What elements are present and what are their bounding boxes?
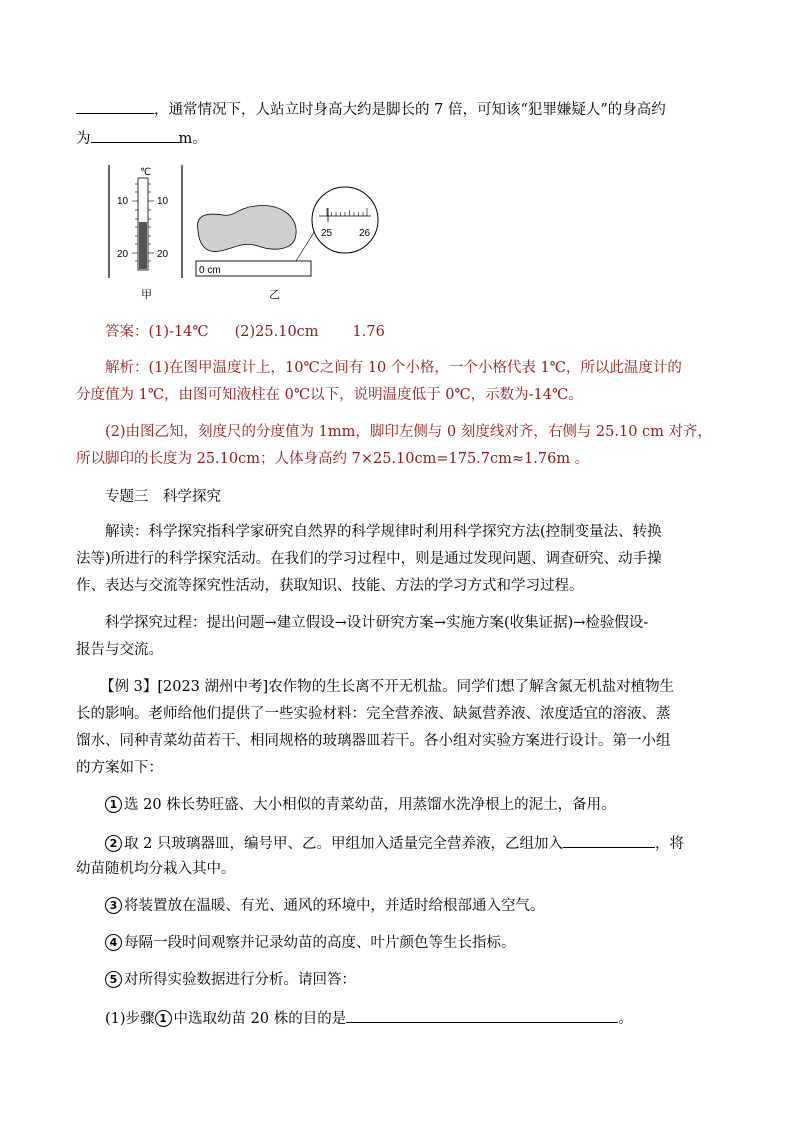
step-5-text: 对所得实验数据进行分析。请回答： (124, 972, 356, 988)
answer-blank[interactable] (563, 832, 655, 848)
answer-blank[interactable] (76, 98, 154, 114)
answer-part-1: (1)-14℃ (148, 324, 209, 340)
question-1 (105, 1007, 633, 1029)
step-1-number: 1 (105, 796, 122, 813)
zoom-circle (312, 187, 378, 253)
question-prefix: (1)步骤 (105, 1011, 155, 1027)
question-text: 中选取幼苗 20 株的目的是 (173, 1011, 347, 1027)
example-line-2: 长的影响。老师给他们提供了一些实验材料：完全营养液、缺氮营养液、浓度适宜的溶液、蒸 (76, 706, 671, 722)
intro-text: ，通常情况下，人站立时身高大约是脚长的 7 倍，可知该“犯罪嫌疑人”的身高约 (154, 102, 666, 118)
caption-jia: 甲 (141, 288, 152, 301)
thermo-tick-10-left: 10 (117, 196, 129, 207)
answer-label: 答案： (105, 324, 149, 340)
reading-line-3: 作、表达与交流等探究性活动，获取知识、技能、方法的学习方式和学习过程。 (76, 578, 584, 594)
step-4 (105, 933, 516, 953)
step-1-text: 选 20 株长势旺盛、大小相似的青菜幼苗，用蒸馏水洗净根上的泥土，备用。 (124, 797, 616, 813)
example-line-3: 馏水、同种青菜幼苗若干、相同规格的玻璃器皿若干。各小组对实验方案进行设计。第一小组 (76, 733, 671, 749)
thermo-tick-20-left: 20 (117, 249, 129, 260)
ruler-zero-label: 0 cm (199, 265, 221, 276)
analysis-line-1: 解析：(1)在图甲温度计上，10℃之间有 10 个小格，一个小格代表 1℃，所以此温度计的 (105, 360, 682, 376)
question-step-number: 1 (155, 1010, 172, 1027)
step-2-text: 取 2 只玻璃器皿，编号甲、乙。甲组加入适量完全营养液，乙组加入 (124, 836, 563, 852)
step-4-text: 每隔一段时间观察并记录幼苗的高度、叶片颜色等生长指标。 (124, 935, 516, 951)
topic-title: 专题三 科学探究 (105, 489, 221, 505)
zoom-label-26: 26 (359, 228, 371, 239)
step-3-text: 将装置放在温暖、有光、通风的环境中，并适时给根部通入空气。 (124, 898, 545, 914)
intro-suffix: m。 (178, 131, 207, 147)
process-line-1: 科学探究过程：提出问题→建立假设→设计研究方案→实施方案(收集证据)→检验假设- (105, 615, 649, 631)
caption-yi: 乙 (269, 288, 280, 301)
zoom-label-25: 25 (321, 228, 333, 239)
step-1 (105, 795, 616, 815)
question-end: 。 (618, 1011, 633, 1027)
step-3-number: 3 (105, 897, 122, 914)
step-2-end: ，将 (654, 836, 684, 852)
thermo-tick-10-right: 10 (157, 196, 169, 207)
footprint (197, 206, 296, 252)
answer-blank[interactable] (346, 1007, 618, 1023)
reading-line-2: 法等)所进行的科学探究活动。在我们的学习过程中，则是通过发现问题、调查研究、动手操 (76, 551, 662, 567)
step-5 (105, 970, 356, 990)
step-2 (105, 832, 684, 854)
analysis-line-4: 所以脚印的长度为 25.10cm；人体身高约 7×25.10cm=175.7cm≈1.76m 。 (76, 451, 590, 467)
reading-line-1: 解读：科学探究指科学家研究自然界的科学规律时利用科学探究方法(控制变量法、转换 (105, 524, 662, 540)
answer-line (105, 322, 385, 342)
process-line-2: 报告与交流。 (76, 642, 163, 658)
analysis-line-3: (2)由图乙知，刻度尺的分度值为 1mm，脚印左侧与 0 刻度线对齐，右侧与 25.10 cm 对齐， (105, 424, 713, 440)
thermometer-ruler-figure (95, 160, 395, 310)
thermo-unit-label: ℃ (140, 167, 152, 178)
example-line-4: 的方案如下： (76, 760, 163, 776)
intro-line-2 (76, 127, 207, 149)
thermo-tick-20-right: 20 (157, 249, 169, 260)
answer-blank[interactable] (91, 127, 179, 143)
step-3 (105, 896, 545, 916)
answer-part-3: 1.76 (352, 324, 385, 340)
step-5-number: 5 (105, 971, 122, 988)
analysis-line-2: 分度值为 1℃，由图可知液柱在 0℃以下，说明温度低于 0℃，示数为-14℃。 (76, 387, 583, 403)
step-2-continued: 幼苗随机均分栽入其中。 (76, 861, 236, 877)
intro-prefix: 为 (76, 131, 91, 147)
step-2-number: 2 (105, 835, 122, 852)
intro-line-1 (76, 98, 666, 120)
answer-part-2: (2)25.10cm (234, 324, 319, 340)
example-line-1: 【例 3】[2023 湖州中考]农作物的生长离不开无机盐。同学们想了解含氮无机盐对植物生 (100, 679, 675, 695)
step-4-number: 4 (105, 934, 122, 951)
